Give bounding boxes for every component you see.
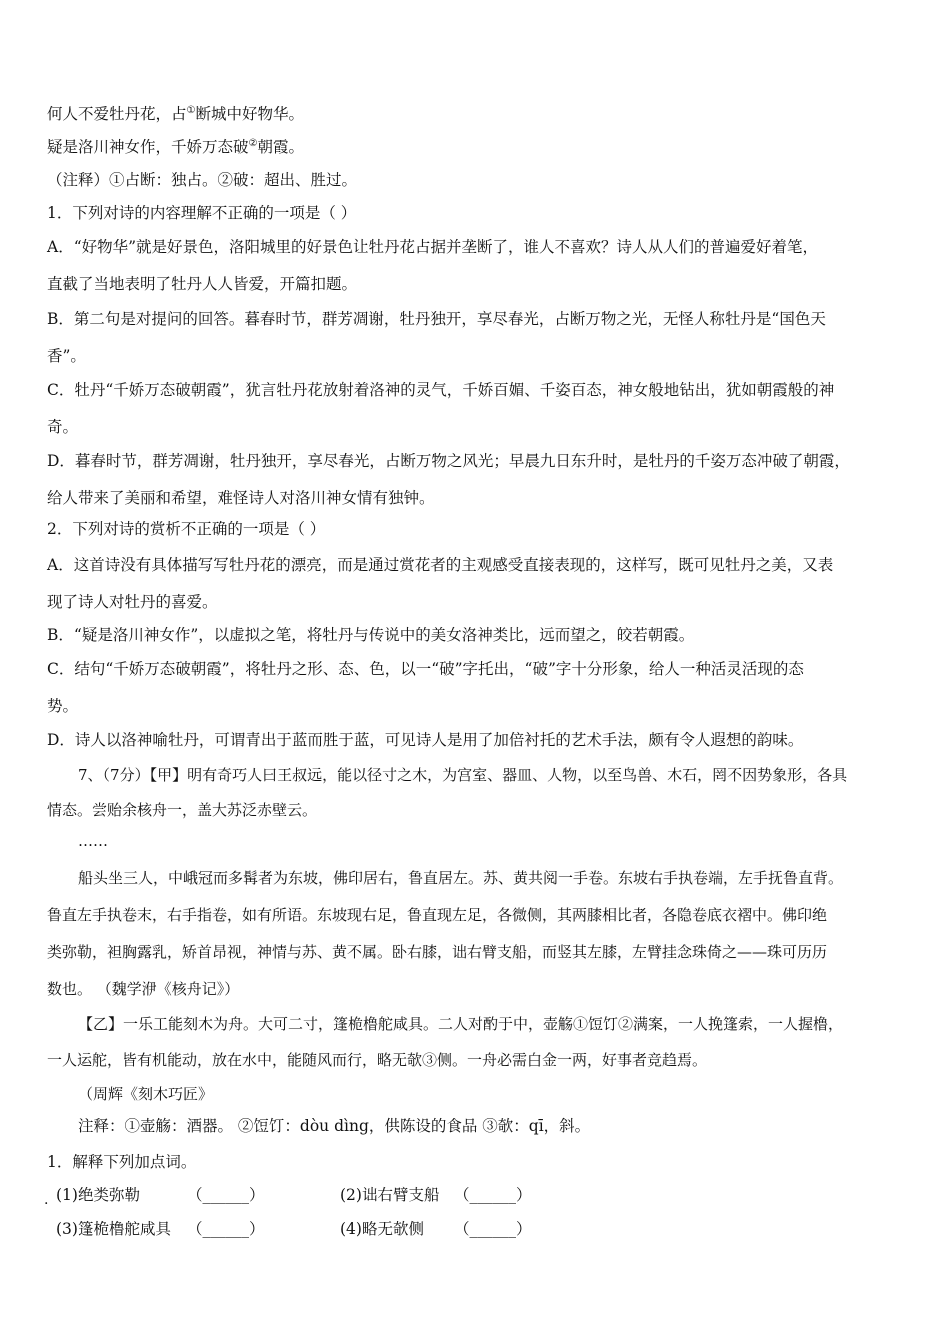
question-1-stem: 1．下列对诗的内容理解不正确的一项是（ ） xyxy=(47,204,357,222)
question-2-option-c-line-2: 势。 xyxy=(47,697,79,715)
question-1-option-a-line-2: 直截了当地表明了牡丹人人皆爱，开篇扣题。 xyxy=(47,275,358,293)
question-7-notes: 注释：①壶觞：酒器。 ②饾饤：dòu dìng，供陈设的食品 ③欹：qī，斜。 xyxy=(78,1117,591,1135)
passage-yi-line-2: 一人运舵，皆有机能动，放在水中，能随风而行，略无欹③侧。一舟必需白金一两，好事者竞趋焉。 xyxy=(47,1051,708,1069)
question-1-option-d-line-1: D．暮春时节，群芳凋谢，牡丹独开，享尽春光，占断万物之风光；早晨九日东升时，是牡丹的千姿万态冲破了朝霞， xyxy=(47,452,850,470)
poem-line-2-part-1: 疑是洛川神女作，千娇万态破 xyxy=(47,138,249,156)
answer-item-2-blank[interactable]: （______） xyxy=(454,1186,532,1204)
passage-yi-source: （周辉《刻木巧匠》 xyxy=(78,1085,214,1103)
question-7-task: 1．解释下列加点词。 xyxy=(47,1153,197,1171)
question-1-option-d-line-2: 给人带来了美丽和希望，难怪诗人对洛川神女情有独钟。 xyxy=(47,489,435,507)
question-7-intro-line-2: 情态。尝贻余核舟一，盖大苏泛赤壁云。 xyxy=(47,801,318,819)
question-7-intro-line-1: 7、（7分）【甲】明有奇巧人曰王叔远，能以径寸之木，为宫室、器皿、人物，以至鸟兽、木石，罔不因势象形，各具 xyxy=(78,766,848,784)
answer-item-1-label: (1)绝类弥勒 xyxy=(56,1186,140,1204)
footnote-marker-1: ① xyxy=(186,104,196,116)
footnote-marker-2: ② xyxy=(248,137,258,149)
question-1-option-c-line-2: 奇。 xyxy=(47,418,79,436)
question-1-option-b-line-2: 香”。 xyxy=(47,347,86,365)
answer-item-1-blank[interactable]: （______） xyxy=(187,1186,265,1204)
answer-item-3-label: (3)篷桅橹舵咸具 xyxy=(56,1220,171,1238)
question-1-option-c-line-1: C．牡丹“千娇万态破朝霞”，犹言牡丹花放射着洛神的灵气，千娇百媚、千姿百态，神女般地钻出，犹如朝霞般的神 xyxy=(47,381,835,399)
answer-item-row-2 xyxy=(56,1218,916,1240)
question-2-option-d: D．诗人以洛神喻牡丹，可谓青出于蓝而胜于蓝，可见诗人是用了加倍衬托的艺术手法，颇有令人遐想的韵味。 xyxy=(47,731,804,749)
poem-line-1 xyxy=(47,103,907,125)
question-2-stem: 2．下列对诗的赏析不正确的一项是（ ） xyxy=(47,520,326,538)
poem-line-2 xyxy=(47,136,907,158)
passage-yi-line-1: 【乙】一乐工能刻木为舟。大可二寸，篷桅橹舵咸具。二人对酌于中，壶觞①饾饤②满案，一人挽篷索，一人握橹， xyxy=(78,1015,844,1033)
passage-jia-line-4: 数也。 （魏学洢《核舟记》） xyxy=(47,980,240,998)
question-2-option-a-line-1: A．这首诗没有具体描写写牡丹花的漂亮，而是通过赏花者的主观感受直接表现的，这样写，既可见牡丹之美，又表 xyxy=(47,556,834,574)
bullet-dot: . xyxy=(44,1192,49,1208)
ellipsis: …… xyxy=(78,832,108,850)
answer-item-3-blank[interactable]: （______） xyxy=(187,1220,265,1238)
poem-line-2-part-2: 朝霞。 xyxy=(257,138,304,156)
poem-line-1-part-1: 何人不爱牡丹花，占 xyxy=(47,105,187,123)
question-2-option-b: B．“疑是洛川神女作”，以虚拟之笔，将牡丹与传说中的美女洛神类比，远而望之，皎若朝霞。 xyxy=(47,626,695,644)
answer-item-4-label: (4)略无欹侧 xyxy=(340,1220,424,1238)
passage-jia-line-1: 船头坐三人，中峨冠而多髯者为东坡，佛印居右，鲁直居左。苏、黄共阅一手卷。东坡右手执卷端，左手抚鲁直背。 xyxy=(78,869,844,887)
passage-jia-line-2: 鲁直左手执卷末，右手指卷，如有所语。东坡现右足，鲁直现左足，各微侧，其两膝相比者，各隐卷底衣褶中。佛印绝 xyxy=(47,906,828,924)
poem-notes: （注释）①占断：独占。②破：超出、胜过。 xyxy=(47,171,358,189)
question-1-option-b-line-1: B．第二句是对提问的回答。暮春时节，群芳凋谢，牡丹独开，享尽春光，占断万物之光，无怪人称牡丹是“国色天 xyxy=(47,310,826,328)
question-2-option-c-line-1: C．结句“千娇万态破朝霞”，将牡丹之形、态、色，以一“破”字托出，“破”字十分形象，给人一种活灵活现的态 xyxy=(47,660,804,678)
answer-item-4-blank[interactable]: （______） xyxy=(454,1220,532,1238)
passage-jia-line-3: 类弥勒，袒胸露乳，矫首昂视，神情与苏、黄不属。卧右膝，诎右臂支船，而竖其左膝，左臂挂念珠倚之——珠可历历 xyxy=(47,943,828,961)
poem-line-1-part-2: 断城中好物华。 xyxy=(195,105,304,123)
question-1-option-a-line-1: A．“好物华”就是好景色，洛阳城里的好景色让牡丹花占据并垄断了，谁人不喜欢？诗人从人们的普遍爱好着笔， xyxy=(47,238,819,256)
answer-item-2-label: (2)诎右臂支船 xyxy=(340,1186,440,1204)
answer-item-row-1 xyxy=(56,1184,916,1206)
question-2-option-a-line-2: 现了诗人对牡丹的喜爱。 xyxy=(47,593,218,611)
